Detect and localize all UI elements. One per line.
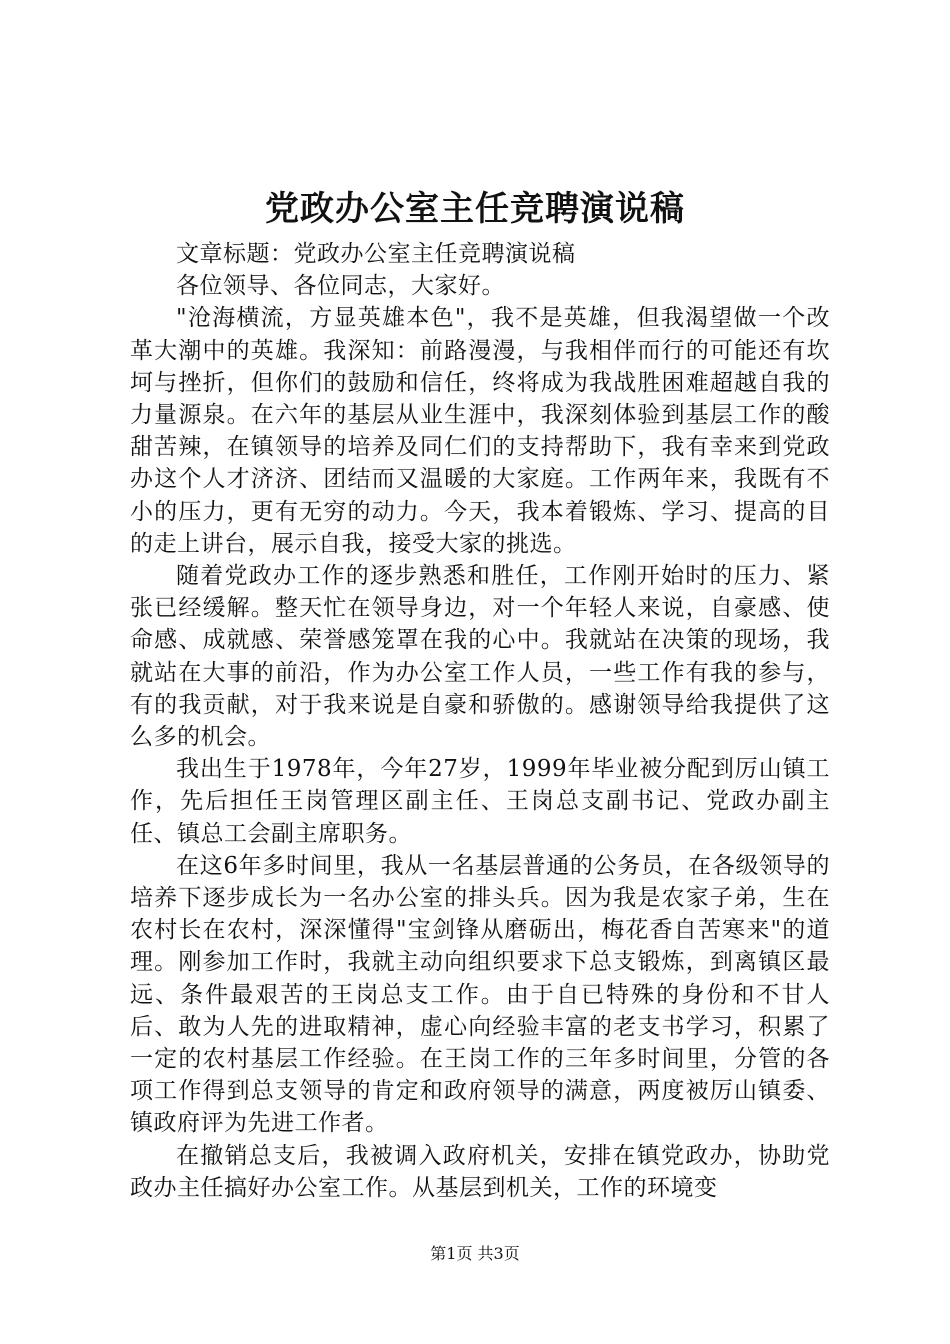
paragraph-experience: 在这6年多时间里，我从一名基层普通的公务员，在各级领导的培养下逐步成长为一名办公室的排头兵。因为我是农家子弟，生在农村长在农村，深深懂得"宝剑锋从磨砺出，梅花香自苦寒来"的道理。刚参加工作时，我就主动向组织要求下总支锻炼，到离镇区最远、条件最艰苦的王岗总支工作。由于自已特殊的身份和不甘人后、敢为人先的进取精神，虚心向经验丰富的老支书学习，积累了一定的农村基层工作经验。在王岗工作的三年多时间里，分管的各项工作得到总支领导的肯定和政府领导的满意，两度被厉山镇委、镇政府评为先进工作者。 bbox=[130, 852, 830, 1137]
page-number-footer: 第1页 共3页 bbox=[430, 1244, 520, 1263]
paragraph-intro: "沧海横流，方显英雄本色"，我不是英雄，但我渴望做一个改革大潮中的英雄。我深知：前路漫漫，与我相伴而行的可能还有坎坷与挫折，但你们的鼓励和信任，终将成为我战胜困难超越自我的力量源泉。在六年的基层从业生涯中，我深刻体验到基层工作的酸甜苦辣，在镇领导的培养及同仁们的支持帮助下，我有幸来到党政办这个人才济济、团结而又温暖的大家庭。工作两年来，我既有不小的压力，更有无穷的动力。今天，我本着锻炼、学习、提高的目的走上讲台，展示自我，接受大家的挑选。 bbox=[130, 305, 830, 557]
paragraph-greeting: 各位领导、各位同志，大家好。 bbox=[176, 273, 505, 300]
document-title: 党政办公室主任竞聘演说稿 bbox=[265, 189, 685, 229]
paragraph-transfer: 在撤销总支后，我被调入政府机关，安排在镇党政办，协助党政办主任搞好办公室工作。从基层到机关，工作的环境变 bbox=[130, 1142, 830, 1201]
paragraph-background: 我出生于1978年，今年27岁，1999年毕业被分配到厉山镇工作，先后担任王岗管理区副主任、王岗总支副书记、党政办副主任、镇总工会副主席职务。 bbox=[130, 756, 830, 847]
paragraph-article-title: 文章标题：党政办公室主任竞聘演说稿 bbox=[176, 241, 576, 267]
paragraph-work-feeling: 随着党政办工作的逐步熟悉和胜任，工作刚开始时的压力、紧张已经缓解。整天忙在领导身边，对一个年轻人来说，自豪感、使命感、成就感、荣誉感笼罩在我的心中。我就站在决策的现场，我就站在大事的前沿，作为办公室工作人员，一些工作有我的参与，有的我贡献，对于我来说是自豪和骄傲的。感谢领导给我提供了这么多的机会。 bbox=[130, 563, 830, 751]
document-body bbox=[130, 238, 830, 1204]
